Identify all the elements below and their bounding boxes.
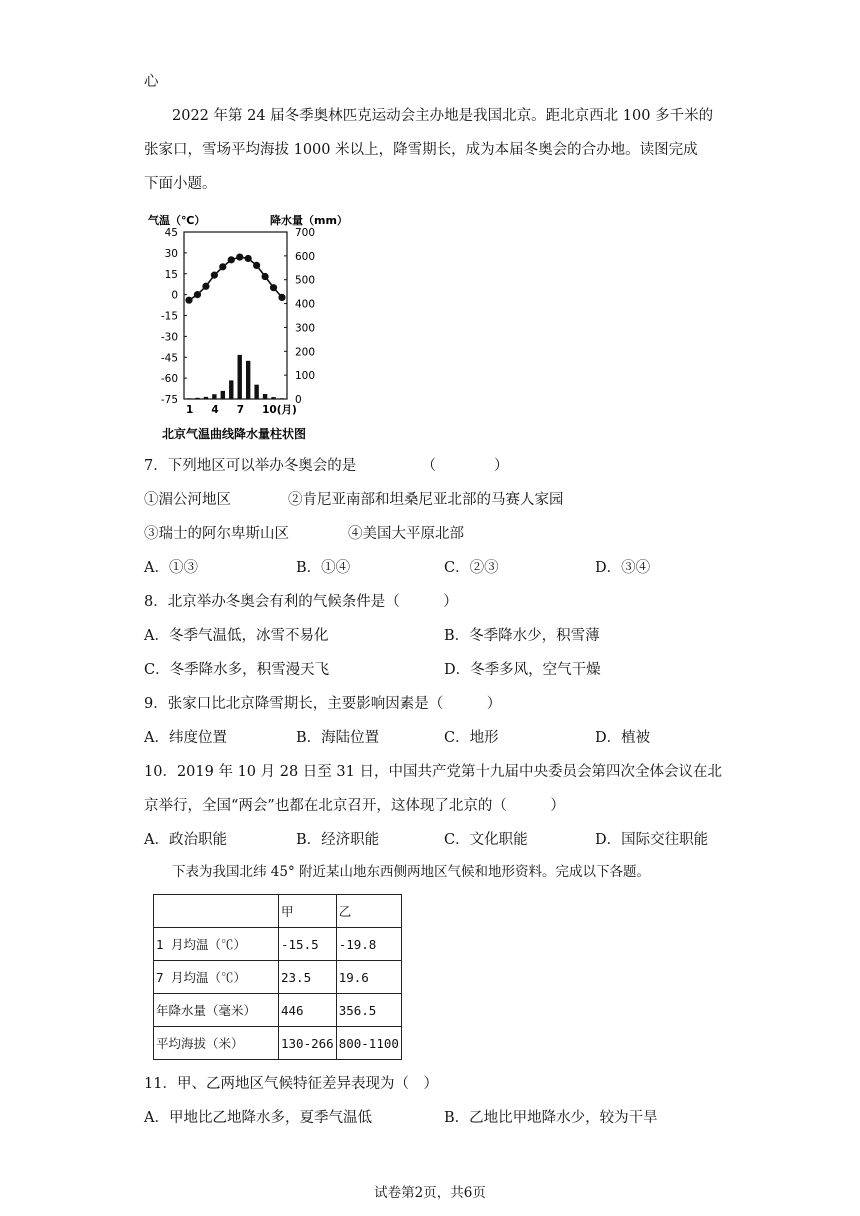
q8-option-c: C．冬季降水多，积雪漫天飞 bbox=[144, 662, 330, 678]
q8-stem: 8．北京举办冬奥会有利的气候条件是（ ） bbox=[144, 594, 458, 610]
left-axis-label: 气温（℃） bbox=[148, 214, 206, 227]
temperature-point bbox=[245, 255, 252, 262]
q7-option-a: A．①③ bbox=[144, 560, 198, 576]
table-row bbox=[154, 1027, 402, 1060]
q7-item-3: ③瑞士的阿尔卑斯山区 bbox=[144, 526, 289, 542]
precipitation-bar bbox=[280, 398, 284, 399]
q11-option-b: B．乙地比甲地降水少，较为干旱 bbox=[444, 1110, 658, 1126]
x-tick-label: 4 bbox=[211, 404, 219, 416]
table-cell: 130-266 bbox=[279, 1027, 337, 1060]
intro-line-1: 2022 年第 24 届冬季奥林匹克运动会主办地是我国北京。距北京西北 100 多千米的 bbox=[172, 108, 714, 124]
q7-stem: 7．下列地区可以举办冬奥会的是 （ ） bbox=[144, 458, 509, 474]
right-axis-label: 降水量（mm） bbox=[270, 214, 348, 227]
left-tick-label: 15 bbox=[164, 268, 178, 281]
temperature-point bbox=[185, 297, 192, 304]
left-tick-label: -30 bbox=[160, 331, 178, 344]
q8-option-b: B．冬季降水少，积雪薄 bbox=[444, 628, 600, 644]
temperature-point bbox=[228, 256, 235, 263]
right-tick-label: 500 bbox=[295, 274, 316, 287]
q8-option-d: D．冬季多风，空气干燥 bbox=[444, 662, 601, 678]
table-row bbox=[154, 961, 402, 994]
table-cell: 446 bbox=[279, 994, 337, 1027]
q7-option-c: C．②③ bbox=[444, 560, 499, 576]
q10-option-a: A．政治职能 bbox=[144, 832, 227, 848]
climate-chart bbox=[140, 208, 360, 444]
table-header-cell bbox=[154, 895, 279, 928]
table-header-cell: 甲 bbox=[279, 895, 337, 928]
right-tick-label: 0 bbox=[295, 394, 302, 406]
table-cell: 19.6 bbox=[336, 961, 401, 994]
q11-option-a: A．甲地比乙地降水多，夏季气温低 bbox=[144, 1110, 372, 1126]
table-cell: -19.8 bbox=[336, 928, 401, 961]
right-tick-label: 400 bbox=[295, 298, 316, 311]
precipitation-bar bbox=[271, 397, 275, 399]
temperature-point bbox=[211, 272, 218, 279]
intro-line-2: 张家口，雪场平均海拔 1000 米以上，降雪期长，成为本届冬奥会的合办地。读图完成 bbox=[144, 142, 698, 158]
precipitation-bar bbox=[212, 394, 216, 399]
table-header-cell: 乙 bbox=[336, 895, 401, 928]
table-cell: 平均海拔（米） bbox=[154, 1027, 279, 1060]
table-row bbox=[154, 928, 402, 961]
precipitation-bar bbox=[238, 355, 242, 399]
temperature-curve bbox=[189, 257, 282, 300]
page-footer: 试卷第2页，共6页 bbox=[374, 1185, 486, 1201]
q9-option-d: D．植被 bbox=[595, 730, 651, 746]
table-cell: 1 月均温（℃） bbox=[154, 928, 279, 961]
q9-option-b: B．海陆位置 bbox=[296, 730, 380, 746]
temperature-point bbox=[202, 283, 209, 290]
q7-item-2: ②肯尼亚南部和坦桑尼亚北部的马赛人家园 bbox=[288, 492, 564, 508]
intro-line-3: 下面小题。 bbox=[144, 176, 217, 192]
precipitation-bar bbox=[195, 398, 199, 399]
q11-stem: 11．甲、乙两地区气候特征差异表现为（ ） bbox=[144, 1076, 438, 1092]
q8-option-a: A．冬季气温低，冰雪不易化 bbox=[144, 628, 329, 644]
right-tick-label: 300 bbox=[295, 322, 316, 335]
q7-option-d: D．③④ bbox=[595, 560, 651, 576]
q7-option-b: B．①④ bbox=[296, 560, 351, 576]
left-tick-label: 30 bbox=[164, 247, 178, 260]
table-cell: -15.5 bbox=[279, 928, 337, 961]
temperature-point bbox=[219, 263, 226, 270]
table-cell: 7 月均温（℃） bbox=[154, 961, 279, 994]
temperature-point bbox=[236, 253, 243, 260]
temperature-point bbox=[278, 294, 285, 301]
right-tick-label: 700 bbox=[295, 227, 316, 239]
precipitation-bar bbox=[187, 398, 191, 399]
q10-stem-line-1: 10．2019 年 10 月 28 日至 31 日，中国共产党第十九届中央委员会第四次全体会议在北 bbox=[144, 764, 722, 780]
temperature-point bbox=[270, 284, 277, 291]
table-intro: 下表为我国北纬 45° 附近某山地东西侧两地区气候和地形资料。完成以下各题。 bbox=[172, 864, 651, 880]
right-tick-label: 200 bbox=[295, 346, 316, 359]
temperature-point bbox=[194, 291, 201, 298]
table-header-row bbox=[154, 895, 402, 928]
precipitation-bar bbox=[246, 361, 250, 399]
q10-option-c: C．文化职能 bbox=[444, 832, 528, 848]
q7-item-1: ①湄公河地区 bbox=[144, 492, 231, 508]
plot-frame bbox=[184, 232, 287, 399]
table-cell: 年降水量（毫米） bbox=[154, 994, 279, 1027]
x-tick-label: 10(月) bbox=[262, 404, 297, 416]
left-tick-label: 45 bbox=[164, 227, 178, 239]
q9-option-c: C．地形 bbox=[444, 730, 499, 746]
table-row bbox=[154, 994, 402, 1027]
q7-item-4: ④美国大平原北部 bbox=[348, 526, 464, 542]
temperature-point bbox=[261, 273, 268, 280]
x-tick-label: 7 bbox=[236, 404, 245, 416]
x-tick-label: 1 bbox=[186, 404, 194, 416]
precipitation-bar bbox=[221, 391, 225, 399]
q10-option-d: D．国际交往职能 bbox=[595, 832, 709, 848]
left-tick-label: 0 bbox=[171, 289, 178, 302]
q10-stem-line-2: 京举行，全国“两会”也都在北京召开，这体现了北京的（ ） bbox=[144, 798, 565, 814]
q9-option-a: A．纬度位置 bbox=[144, 730, 227, 746]
table-cell: 356.5 bbox=[336, 994, 401, 1027]
precipitation-bar bbox=[229, 380, 233, 399]
right-tick-label: 100 bbox=[295, 370, 316, 383]
temperature-point bbox=[253, 262, 260, 269]
precipitation-bar bbox=[263, 394, 267, 399]
climate-terrain-table bbox=[153, 894, 402, 1060]
left-tick-label: -45 bbox=[160, 352, 178, 365]
right-tick-label: 600 bbox=[295, 250, 316, 263]
left-tick-label: -75 bbox=[160, 394, 178, 406]
table-cell: 800-1100 bbox=[336, 1027, 401, 1060]
left-tick-label: -15 bbox=[160, 310, 178, 323]
chart-title: 北京气温曲线降水量柱状图 bbox=[162, 427, 307, 441]
top-fragment: 心 bbox=[144, 74, 159, 90]
q10-option-b: B．经济职能 bbox=[296, 832, 380, 848]
precipitation-bar bbox=[204, 397, 208, 399]
left-tick-label: -60 bbox=[160, 373, 178, 386]
q9-stem: 9．张家口比北京降雪期长，主要影响因素是（ ） bbox=[144, 696, 502, 712]
table-cell: 23.5 bbox=[279, 961, 337, 994]
precipitation-bar bbox=[254, 385, 258, 399]
